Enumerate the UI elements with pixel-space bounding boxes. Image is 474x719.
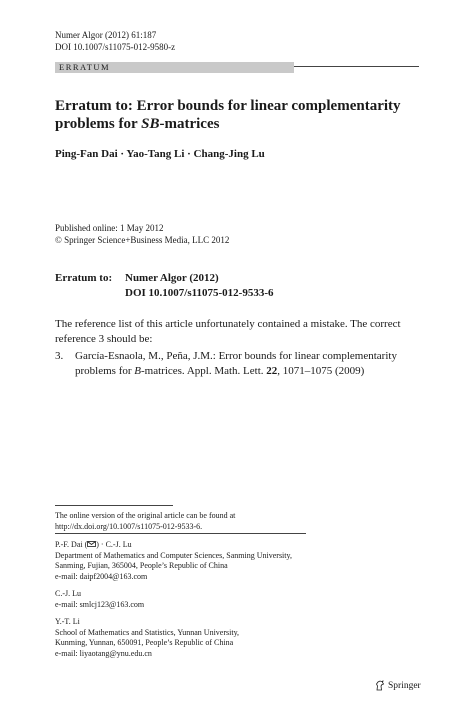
affiliation-3-name: Y.-T. Li [55, 617, 80, 626]
online-note-line1: The online version of the original article can be found at [55, 511, 236, 520]
springer-horse-icon [375, 680, 385, 691]
reference-volume: 22 [266, 364, 278, 377]
body-paragraph: The reference list of this article unfortunately contained a mistake. The correct reference 3 should be: [55, 318, 401, 345]
erratum-ref-label: Erratum to: [55, 272, 113, 284]
erratum-ref-doi: DOI 10.1007/s11075-012-9533-6 [125, 287, 274, 299]
affiliation-1 [55, 540, 292, 582]
affiliation-rule [55, 533, 306, 534]
reference-italic: B [134, 364, 141, 377]
online-version-note [55, 511, 235, 532]
affiliation-3-dept: School of Mathematics and Statistics, Yunnan University, [55, 627, 240, 637]
section-rule [294, 66, 419, 67]
erratum-reference [55, 271, 274, 301]
published-date: Published online: 1 May 2012 [55, 223, 164, 233]
title-prefix: Erratum to: Error bounds for linear complementarity problems for [55, 98, 401, 132]
affiliation-1-names [55, 540, 292, 551]
reference-part3: , 1071–1075 (2009) [277, 364, 365, 377]
envelope-icon [87, 541, 96, 547]
affiliation-1-address: Sanming, Fujian, 365004, People’s Republic of China [55, 561, 228, 570]
publication-info [55, 222, 229, 246]
article-title [55, 97, 425, 133]
affiliation-1-dept: Department of Mathematics and Computer Sciences, Sanming University, [55, 550, 292, 560]
section-label-bar [55, 62, 294, 73]
affiliation-3-email[interactable]: e-mail: liyaotang@ynu.edu.cn [55, 648, 152, 658]
journal-citation [55, 29, 175, 53]
affiliation-3 [55, 617, 239, 659]
publisher-logo [375, 680, 421, 691]
affiliation-1-name-pre: P.-F. Dai ( [55, 540, 88, 549]
footnote-rule [55, 505, 173, 506]
erratum-ref-journal: Numer Algor (2012) [125, 272, 219, 284]
online-note-url[interactable]: http://dx.doi.org/10.1007/s11075-012-9533-6. [55, 521, 203, 531]
reference-number: 3. [55, 350, 64, 362]
affiliation-2-email[interactable]: e-mail: smlcj123@163.com [55, 599, 145, 609]
reference-part2: -matrices. Appl. Math. Lett. [141, 364, 267, 377]
affiliation-1-email[interactable]: e-mail: daipf2004@163.com [55, 571, 148, 581]
journal-doi: DOI 10.1007/s11075-012-9580-z [55, 42, 176, 52]
publisher-name: Springer [388, 680, 421, 691]
affiliation-1-name-post: ) · C.-J. Lu [96, 540, 132, 549]
reference-part1: García-Esnaola, M., Peña, J.M.: Error bounds for linear complementarity problems for [75, 350, 397, 377]
reference-item [55, 349, 423, 378]
author-list: Ping-Fan Dai · Yao-Tang Li · Chang-Jing Lu [55, 148, 265, 160]
affiliation-2 [55, 589, 144, 610]
title-italic: SB [141, 116, 160, 132]
copyright: © Springer Science+Business Media, LLC 2012 [55, 235, 230, 245]
section-label: ERRATUM [59, 62, 111, 72]
affiliation-3-address: Kunming, Yunnan, 650091, People’s Republic of China [55, 638, 234, 647]
journal-line1: Numer Algor (2012) 61:187 [55, 30, 157, 40]
affiliation-2-name: C.-J. Lu [55, 589, 81, 598]
title-suffix: -matrices [159, 116, 220, 132]
